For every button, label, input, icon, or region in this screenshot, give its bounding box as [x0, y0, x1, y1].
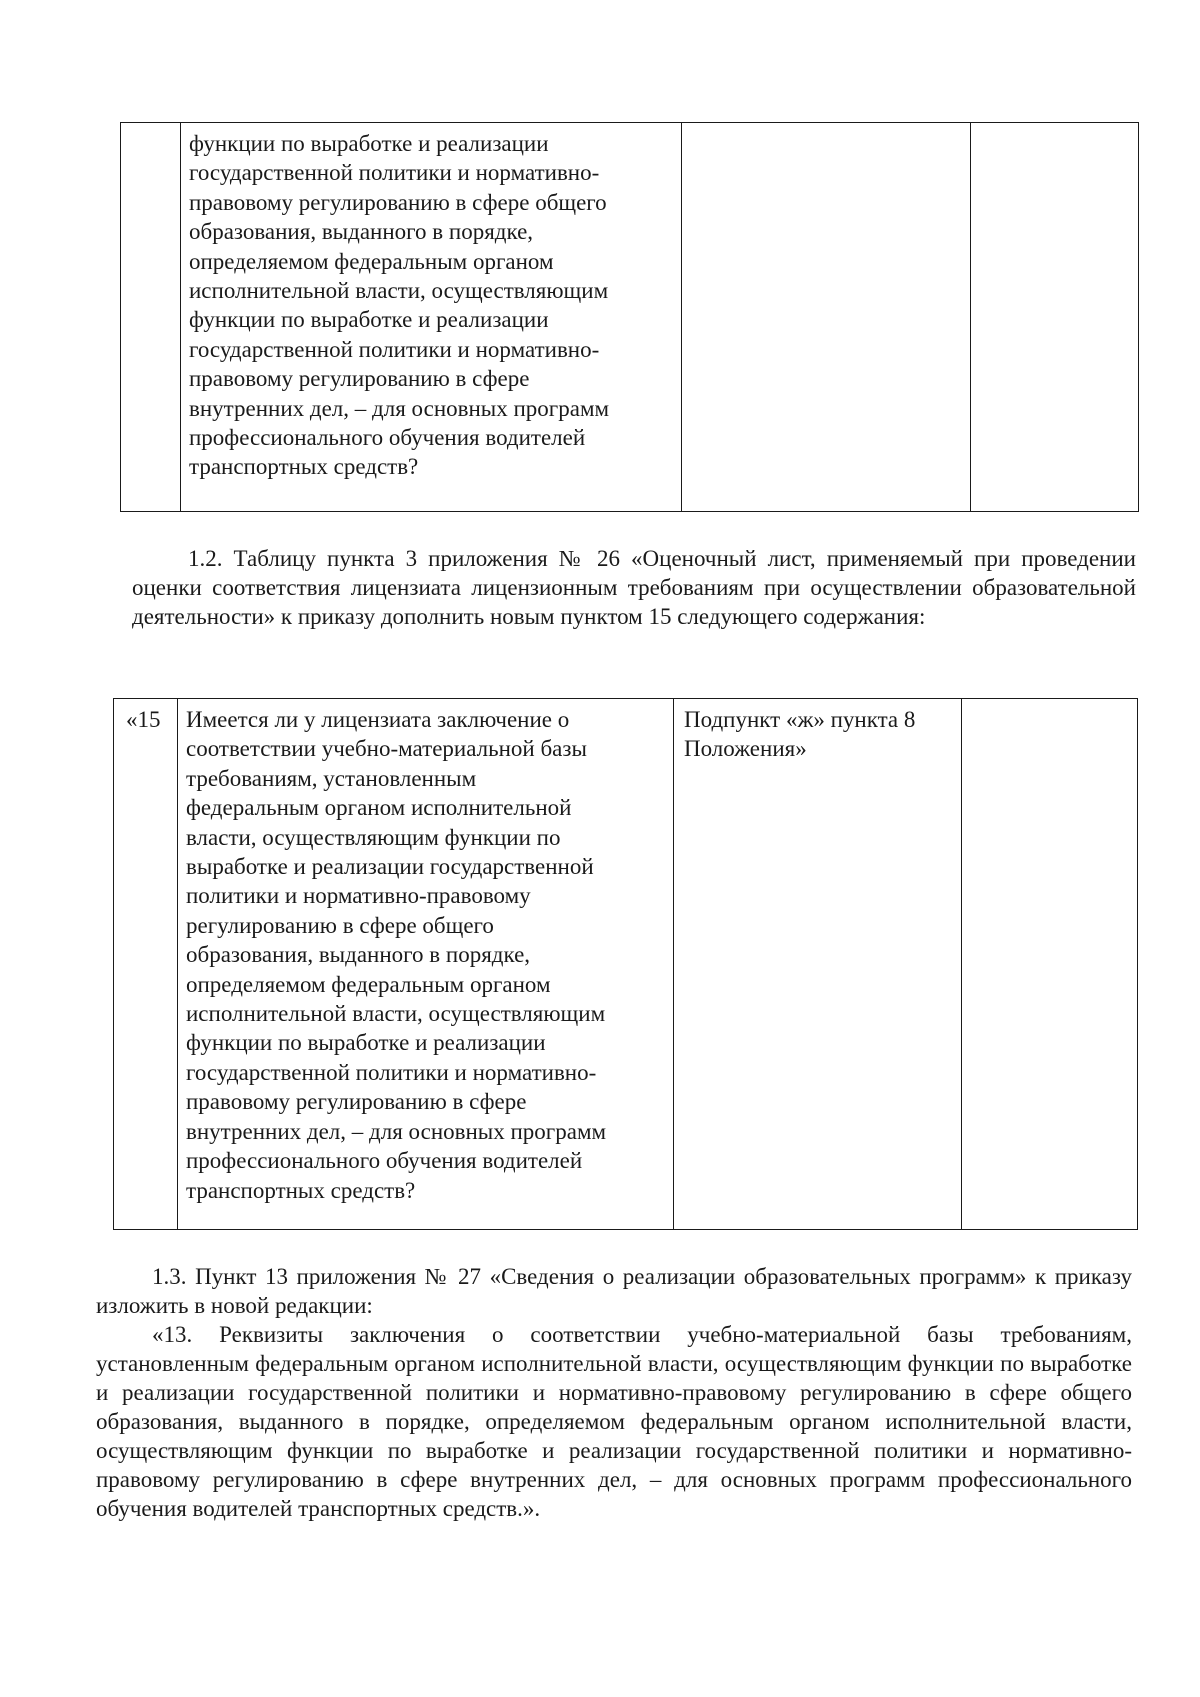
paragraph-1-2: 1.2. Таблицу пункта 3 приложения № 26 «Оценочный лист, применяемый при проведении оценки соответствия лицензиата лицензионным требованиям при осуществлении образовательной деятельности» к приказу дополнить новым пунктом 15 следующего содержания:: [132, 546, 1136, 629]
table-item-15: [113, 698, 1138, 1230]
table-cell-question: [181, 123, 682, 512]
question-text: Имеется ли у лицензиата заключение о соответствии учебно-материальной базы требованиям, установленным федеральным органом исполнительной власти, осуществляющим функции по выработке и реализации государственной политики и нормативно-правовому регулированию в сфере общего образования, выданного в порядке, определяемом федеральным органом исполнительной власти, осуществляющим функции по выработке и реализации государственной политики и нормативно- правовому регулированию в сфере внутренних дел, – для основных программ профессионального обучения водителей транспортных средств?: [186, 707, 607, 1203]
question-text: функции по выработке и реализации государственной политики и нормативно- правовому регулированию в сфере общего образования, выданного в порядке, определяемом федеральным органом исполнительной власти, осуществляющим функции по выработке и реализации государственной политики и нормативно- правовому регулированию в сфере внутренних дел, – для основных программ профессионального обучения водителей транспортных средств?: [189, 131, 610, 480]
table-row: [121, 123, 1139, 512]
table-cell-basis: [674, 699, 962, 1230]
table-cell-number: [114, 699, 178, 1230]
table-row: [114, 699, 1138, 1230]
table-cell-mark: [962, 699, 1138, 1230]
table-cell-question: [178, 699, 674, 1230]
table-cell-number: [121, 123, 181, 512]
paragraph-1-3: 1.3. Пункт 13 приложения № 27 «Сведения о реализации образовательных программ» к приказу изложить в новой редакции:: [96, 1264, 1132, 1318]
table-cell-mark: [971, 123, 1139, 512]
basis-text: Подпункт «ж» пункта 8 Положения»: [684, 707, 916, 762]
paragraph-13-new-wording: «13. Реквизиты заключения о соответствии учебно-материальной базы требованиям, установленным федеральным органом исполнительной власти, осуществляющим функции по выработке и реализации государственной политики и нормативно-правовому регулированию в сфере общего образования, выданного в порядке, определяемом федеральным органом исполнительной власти, осуществляющим функции по выработке и реализации государственной политики и нормативно-правовому регулированию в сфере внутренних дел, – для основных программ профессионального обучения водителей транспортных средств.».: [96, 1322, 1132, 1521]
table-cell-basis: [682, 123, 971, 512]
table-continuation: [120, 122, 1139, 512]
item-number: «15: [126, 707, 161, 732]
